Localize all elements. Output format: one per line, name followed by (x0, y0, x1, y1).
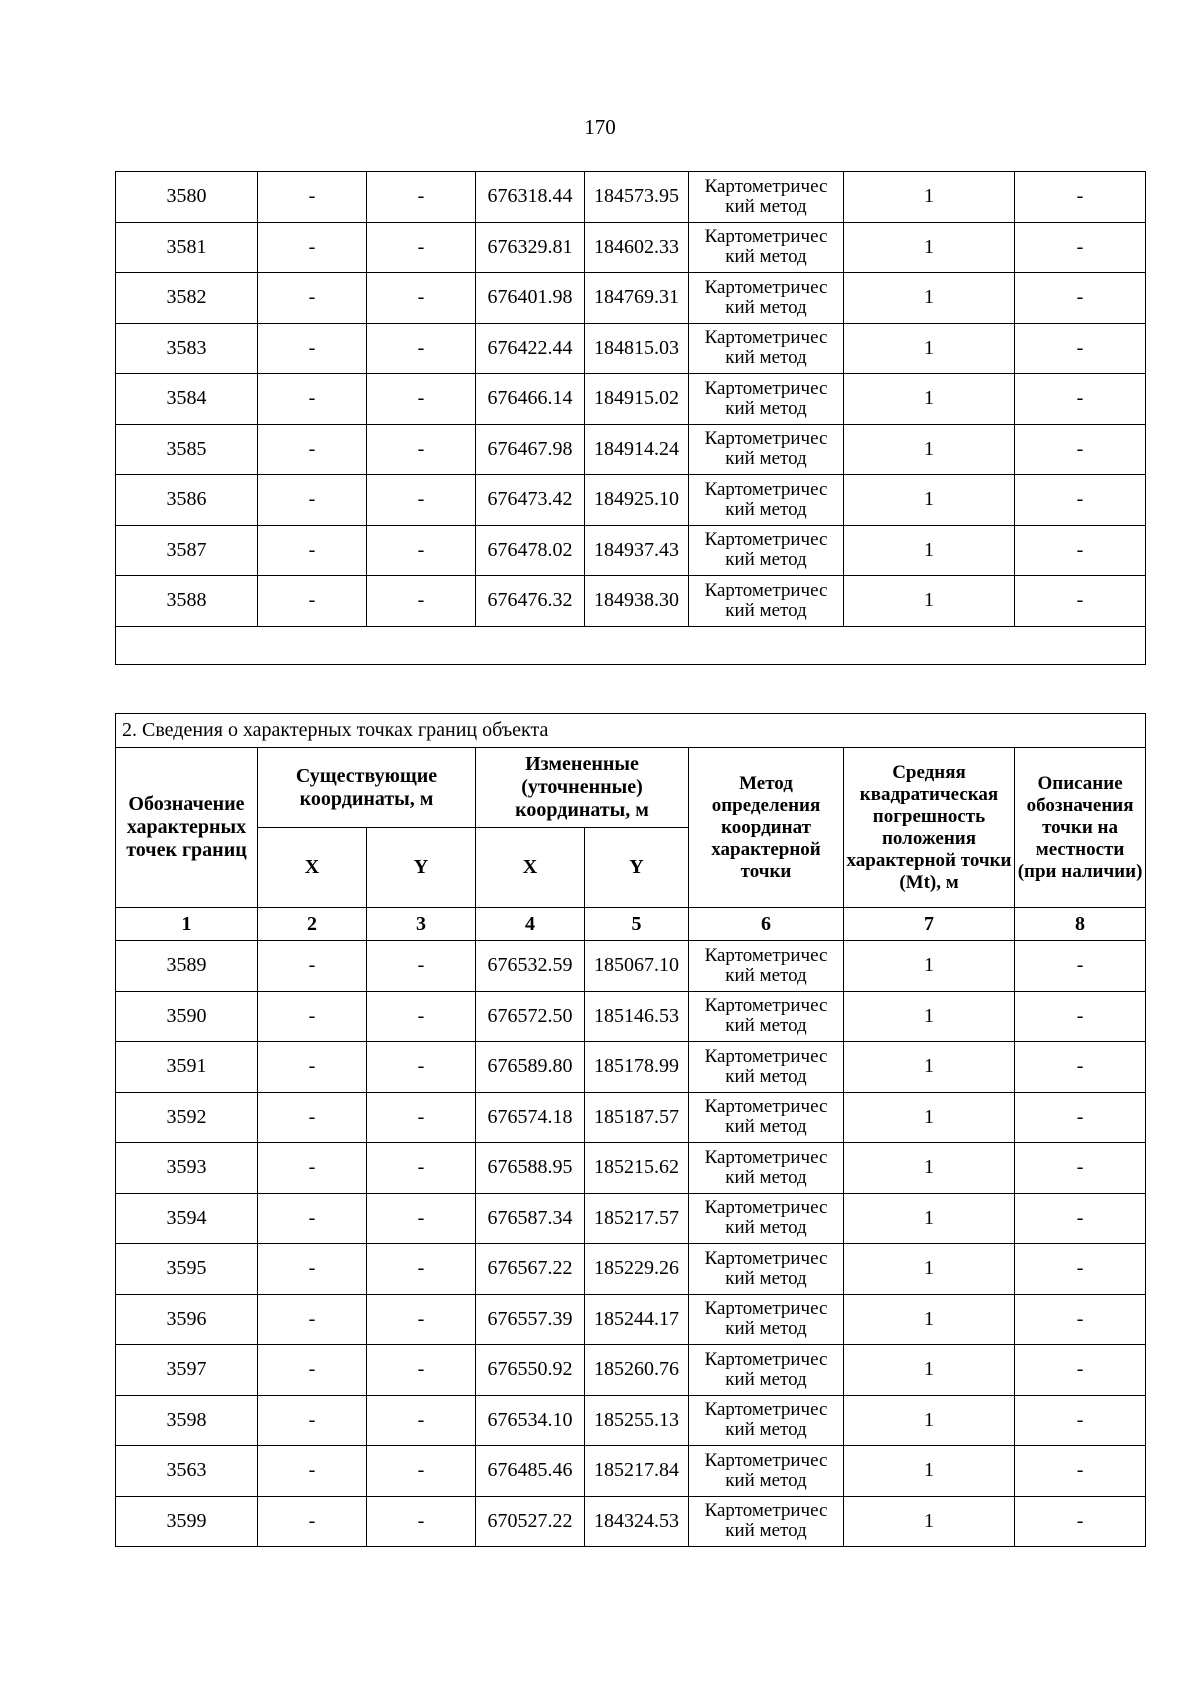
description-cell: - (1015, 222, 1146, 273)
method-cell: Картометричес кий метод (689, 273, 844, 324)
column-number: 1 (116, 908, 258, 941)
table-row (116, 374, 1146, 425)
existing-y-cell: - (367, 1143, 476, 1194)
description-cell: - (1015, 941, 1146, 992)
x-cell: 676589.80 (476, 1042, 585, 1093)
method-cell: Картометричес кий метод (689, 1496, 844, 1547)
point-id-cell: 3594 (116, 1193, 258, 1244)
y-cell: 184938.30 (585, 576, 689, 627)
description-cell: - (1015, 1143, 1146, 1194)
existing-y-cell: - (367, 172, 476, 223)
page-number: 170 (584, 115, 616, 139)
point-id-cell: 3595 (116, 1244, 258, 1295)
error-cell: 1 (844, 424, 1015, 475)
existing-y-cell: - (367, 525, 476, 576)
y-cell: 185260.76 (585, 1345, 689, 1396)
column-number: 8 (1015, 908, 1146, 941)
method-cell: Картометричес кий метод (689, 1294, 844, 1345)
existing-x-cell: - (258, 991, 367, 1042)
existing-x-cell: - (258, 1042, 367, 1093)
x-cell: 676572.50 (476, 991, 585, 1042)
table-row (116, 991, 1146, 1042)
table-row (116, 273, 1146, 324)
method-cell: Картометричес кий метод (689, 222, 844, 273)
existing-x-cell: - (258, 1446, 367, 1497)
method-cell: Картометричес кий метод (689, 172, 844, 223)
x-cell: 676587.34 (476, 1193, 585, 1244)
error-cell: 1 (844, 576, 1015, 627)
error-cell: 1 (844, 172, 1015, 223)
x-cell: 676574.18 (476, 1092, 585, 1143)
description-cell: - (1015, 1092, 1146, 1143)
description-cell: - (1015, 576, 1146, 627)
description-cell: - (1015, 1244, 1146, 1295)
description-cell: - (1015, 1496, 1146, 1547)
empty-row (116, 626, 1146, 664)
y-cell: 185067.10 (585, 941, 689, 992)
existing-x-cell: - (258, 1496, 367, 1547)
empty-cell (116, 626, 1146, 664)
method-cell: Картометричес кий метод (689, 1446, 844, 1497)
x-cell: 676473.42 (476, 475, 585, 526)
method-cell: Картометричес кий метод (689, 576, 844, 627)
error-cell: 1 (844, 323, 1015, 374)
description-cell: - (1015, 424, 1146, 475)
existing-x-cell: - (258, 222, 367, 273)
error-cell: 1 (844, 1244, 1015, 1295)
table-row (116, 1143, 1146, 1194)
method-cell: Картометричес кий метод (689, 1092, 844, 1143)
existing-y-cell: - (367, 323, 476, 374)
method-cell: Картометричес кий метод (689, 1395, 844, 1446)
header-changed-y: Y (585, 828, 689, 908)
table-row (116, 1446, 1146, 1497)
column-number: 3 (367, 908, 476, 941)
error-cell: 1 (844, 1092, 1015, 1143)
existing-y-cell: - (367, 1294, 476, 1345)
existing-y-cell: - (367, 374, 476, 425)
error-cell: 1 (844, 941, 1015, 992)
header-existing-x: X (258, 828, 367, 908)
existing-x-cell: - (258, 1143, 367, 1194)
existing-y-cell: - (367, 991, 476, 1042)
header-changed-coords: Измененные (уточненные) координаты, м (476, 748, 689, 828)
y-cell: 184769.31 (585, 273, 689, 324)
method-cell: Картометричес кий метод (689, 374, 844, 425)
error-cell: 1 (844, 273, 1015, 324)
error-cell: 1 (844, 991, 1015, 1042)
column-number: 5 (585, 908, 689, 941)
existing-x-cell: - (258, 1345, 367, 1396)
error-cell: 1 (844, 222, 1015, 273)
bottom-table-body (116, 941, 1146, 1547)
description-cell: - (1015, 1042, 1146, 1093)
existing-y-cell: - (367, 1092, 476, 1143)
description-cell: - (1015, 1446, 1146, 1497)
description-cell: - (1015, 1345, 1146, 1396)
point-id-cell: 3583 (116, 323, 258, 374)
x-cell: 676476.32 (476, 576, 585, 627)
header-method: Метод определения координат характерной точки (689, 748, 844, 908)
method-cell: Картометричес кий метод (689, 941, 844, 992)
point-id-cell: 3592 (116, 1092, 258, 1143)
description-cell: - (1015, 525, 1146, 576)
table-row (116, 475, 1146, 526)
x-cell: 676532.59 (476, 941, 585, 992)
existing-x-cell: - (258, 424, 367, 475)
y-cell: 185215.62 (585, 1143, 689, 1194)
x-cell: 670527.22 (476, 1496, 585, 1547)
table-row (116, 1193, 1146, 1244)
existing-x-cell: - (258, 525, 367, 576)
x-cell: 676422.44 (476, 323, 585, 374)
existing-y-cell: - (367, 1042, 476, 1093)
point-id-cell: 3597 (116, 1345, 258, 1396)
existing-x-cell: - (258, 1294, 367, 1345)
x-cell: 676550.92 (476, 1345, 585, 1396)
table-row (116, 1395, 1146, 1446)
table-row (116, 1244, 1146, 1295)
x-cell: 676485.46 (476, 1446, 585, 1497)
column-number: 7 (844, 908, 1015, 941)
existing-x-cell: - (258, 273, 367, 324)
table-row (116, 1294, 1146, 1345)
point-id-cell: 3563 (116, 1446, 258, 1497)
y-cell: 184915.02 (585, 374, 689, 425)
point-id-cell: 3581 (116, 222, 258, 273)
description-cell: - (1015, 273, 1146, 324)
x-cell: 676467.98 (476, 424, 585, 475)
x-cell: 676534.10 (476, 1395, 585, 1446)
top-table-body (116, 172, 1146, 665)
x-cell: 676318.44 (476, 172, 585, 223)
y-cell: 184573.95 (585, 172, 689, 223)
error-cell: 1 (844, 1395, 1015, 1446)
y-cell: 185187.57 (585, 1092, 689, 1143)
y-cell: 185244.17 (585, 1294, 689, 1345)
existing-y-cell: - (367, 1446, 476, 1497)
existing-x-cell: - (258, 1395, 367, 1446)
y-cell: 184925.10 (585, 475, 689, 526)
existing-y-cell: - (367, 1345, 476, 1396)
x-cell: 676466.14 (476, 374, 585, 425)
existing-y-cell: - (367, 424, 476, 475)
description-cell: - (1015, 1193, 1146, 1244)
error-cell: 1 (844, 374, 1015, 425)
description-cell: - (1015, 991, 1146, 1042)
point-id-cell: 3585 (116, 424, 258, 475)
y-cell: 185229.26 (585, 1244, 689, 1295)
table-row (116, 941, 1146, 992)
table-row (116, 1092, 1146, 1143)
y-cell: 184815.03 (585, 323, 689, 374)
method-cell: Картометричес кий метод (689, 1345, 844, 1396)
point-id-cell: 3599 (116, 1496, 258, 1547)
y-cell: 184937.43 (585, 525, 689, 576)
column-number: 2 (258, 908, 367, 941)
point-id-cell: 3588 (116, 576, 258, 627)
method-cell: Картометричес кий метод (689, 991, 844, 1042)
point-id-cell: 3584 (116, 374, 258, 425)
error-cell: 1 (844, 1143, 1015, 1194)
method-cell: Картометричес кий метод (689, 1244, 844, 1295)
y-cell: 185178.99 (585, 1042, 689, 1093)
existing-x-cell: - (258, 172, 367, 223)
y-cell: 185217.84 (585, 1446, 689, 1497)
point-id-cell: 3589 (116, 941, 258, 992)
method-cell: Картометричес кий метод (689, 424, 844, 475)
header-changed-x: X (476, 828, 585, 908)
coordinates-table-continued (115, 171, 1146, 665)
existing-y-cell: - (367, 1395, 476, 1446)
error-cell: 1 (844, 1193, 1015, 1244)
point-id-cell: 3590 (116, 991, 258, 1042)
table-row (116, 1496, 1146, 1547)
existing-x-cell: - (258, 1092, 367, 1143)
description-cell: - (1015, 475, 1146, 526)
table-row (116, 424, 1146, 475)
y-cell: 184324.53 (585, 1496, 689, 1547)
point-id-cell: 3587 (116, 525, 258, 576)
x-cell: 676478.02 (476, 525, 585, 576)
existing-y-cell: - (367, 475, 476, 526)
table-row (116, 323, 1146, 374)
x-cell: 676567.22 (476, 1244, 585, 1295)
x-cell: 676588.95 (476, 1143, 585, 1194)
column-number: 4 (476, 908, 585, 941)
existing-y-cell: - (367, 1193, 476, 1244)
method-cell: Картометричес кий метод (689, 323, 844, 374)
error-cell: 1 (844, 1446, 1015, 1497)
table-row (116, 1042, 1146, 1093)
description-cell: - (1015, 374, 1146, 425)
existing-y-cell: - (367, 222, 476, 273)
section-title: 2. Сведения о характерных точках границ объекта (116, 714, 1146, 748)
point-id-cell: 3593 (116, 1143, 258, 1194)
error-cell: 1 (844, 1294, 1015, 1345)
x-cell: 676401.98 (476, 273, 585, 324)
y-cell: 185217.57 (585, 1193, 689, 1244)
error-cell: 1 (844, 1042, 1015, 1093)
point-id-cell: 3591 (116, 1042, 258, 1093)
error-cell: 1 (844, 1496, 1015, 1547)
y-cell: 184602.33 (585, 222, 689, 273)
existing-y-cell: - (367, 1496, 476, 1547)
header-existing-coords: Существующие координаты, м (258, 748, 476, 828)
existing-y-cell: - (367, 576, 476, 627)
existing-x-cell: - (258, 475, 367, 526)
y-cell: 185255.13 (585, 1395, 689, 1446)
table-row (116, 172, 1146, 223)
point-id-cell: 3586 (116, 475, 258, 526)
table-row (116, 222, 1146, 273)
x-cell: 676329.81 (476, 222, 585, 273)
existing-x-cell: - (258, 576, 367, 627)
column-number: 6 (689, 908, 844, 941)
description-cell: - (1015, 323, 1146, 374)
existing-y-cell: - (367, 1244, 476, 1295)
method-cell: Картометричес кий метод (689, 1042, 844, 1093)
error-cell: 1 (844, 1345, 1015, 1396)
existing-x-cell: - (258, 941, 367, 992)
method-cell: Картометричес кий метод (689, 1143, 844, 1194)
boundary-points-table (115, 713, 1146, 1547)
method-cell: Картометричес кий метод (689, 1193, 844, 1244)
description-cell: - (1015, 172, 1146, 223)
existing-x-cell: - (258, 374, 367, 425)
table-row (116, 1345, 1146, 1396)
method-cell: Картометричес кий метод (689, 525, 844, 576)
header-existing-y: Y (367, 828, 476, 908)
table-row (116, 525, 1146, 576)
error-cell: 1 (844, 475, 1015, 526)
existing-x-cell: - (258, 1193, 367, 1244)
y-cell: 185146.53 (585, 991, 689, 1042)
error-cell: 1 (844, 525, 1015, 576)
point-id-cell: 3596 (116, 1294, 258, 1345)
point-id-cell: 3598 (116, 1395, 258, 1446)
table-row (116, 576, 1146, 627)
point-id-cell: 3580 (116, 172, 258, 223)
existing-y-cell: - (367, 273, 476, 324)
method-cell: Картометричес кий метод (689, 475, 844, 526)
y-cell: 184914.24 (585, 424, 689, 475)
existing-x-cell: - (258, 323, 367, 374)
existing-x-cell: - (258, 1244, 367, 1295)
point-id-cell: 3582 (116, 273, 258, 324)
description-cell: - (1015, 1395, 1146, 1446)
description-cell: - (1015, 1294, 1146, 1345)
existing-y-cell: - (367, 941, 476, 992)
header-description: Описание обозначения точки на местности (при наличии) (1015, 748, 1146, 908)
header-error: Средняя квадратическая погрешность положения характерной точки (Mt), м (844, 748, 1015, 908)
header-point-designation: Обозначение характерных точек границ (116, 748, 258, 908)
x-cell: 676557.39 (476, 1294, 585, 1345)
